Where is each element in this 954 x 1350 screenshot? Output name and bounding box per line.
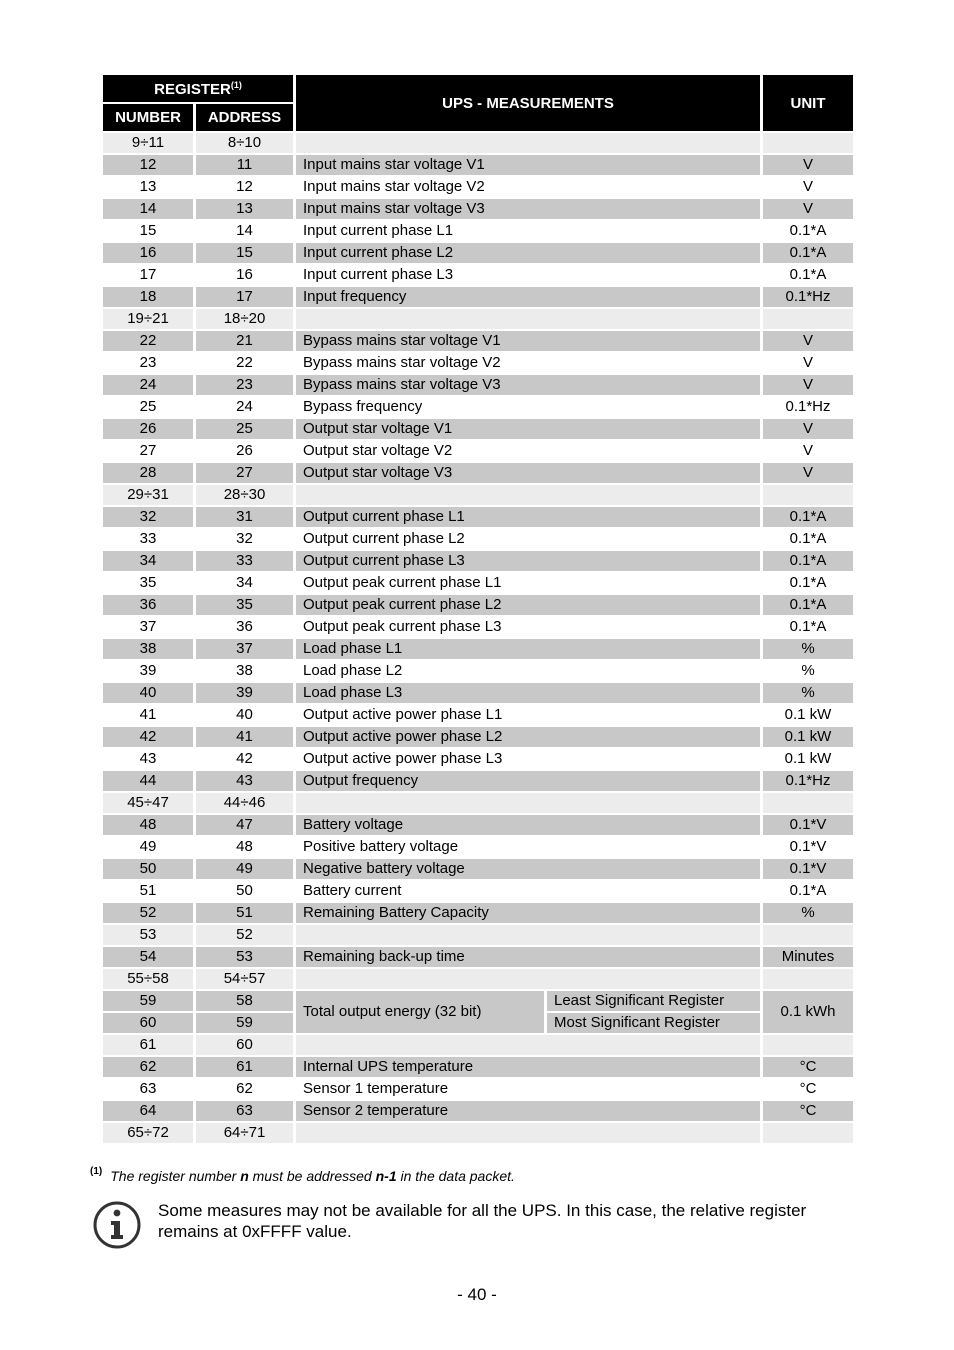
measurement-description: Load phase L2 bbox=[296, 661, 760, 681]
measurement-description: Bypass mains star voltage V2 bbox=[296, 353, 760, 373]
measurement-description: Output current phase L3 bbox=[296, 551, 760, 571]
measurement-unit: V bbox=[763, 441, 853, 461]
register-number: 12 bbox=[103, 155, 193, 175]
register-number: 29÷31 bbox=[103, 485, 193, 505]
register-number: 23 bbox=[103, 353, 193, 373]
table-row bbox=[103, 859, 853, 879]
measurement-description: Load phase L3 bbox=[296, 683, 760, 703]
table-row bbox=[103, 529, 853, 549]
measurement-description bbox=[296, 925, 760, 945]
measurement-unit bbox=[763, 793, 853, 813]
measurement-description: Bypass frequency bbox=[296, 397, 760, 417]
measurement-unit: 0.1 kW bbox=[763, 727, 853, 747]
register-number: 50 bbox=[103, 859, 193, 879]
table-row bbox=[103, 243, 853, 263]
measurement-description: Output star voltage V2 bbox=[296, 441, 760, 461]
table-row bbox=[103, 221, 853, 241]
table-row bbox=[103, 683, 853, 703]
register-address: 38 bbox=[196, 661, 293, 681]
measurement-unit: 0.1 kW bbox=[763, 749, 853, 769]
footnote-ref: (1) bbox=[230, 79, 242, 90]
table-row bbox=[103, 573, 853, 593]
measurement-description: Negative battery voltage bbox=[296, 859, 760, 879]
register-number: 26 bbox=[103, 419, 193, 439]
info-note: Some measures may not be available for all the UPS. In this case, the relative register remains at 0xFFFF value. bbox=[158, 1201, 807, 1241]
register-address: 53 bbox=[196, 947, 293, 967]
register-address: 25 bbox=[196, 419, 293, 439]
measurement-unit: V bbox=[763, 463, 853, 483]
register-number: 41 bbox=[103, 705, 193, 725]
measurement-unit: 0.1*Hz bbox=[763, 397, 853, 417]
register-address: 8÷10 bbox=[196, 133, 293, 153]
measurement-description: Output star voltage V1 bbox=[296, 419, 760, 439]
register-number: 55÷58 bbox=[103, 969, 193, 989]
register-address: 31 bbox=[196, 507, 293, 527]
register-number: 22 bbox=[103, 331, 193, 351]
measurements-header: UPS - MEASUREMENTS bbox=[296, 75, 760, 131]
measurement-description: Battery current bbox=[296, 881, 760, 901]
table-row bbox=[103, 199, 853, 219]
measurement-unit: 0.1*A bbox=[763, 595, 853, 615]
unit-header: UNIT bbox=[763, 75, 853, 131]
register-address: 34 bbox=[196, 573, 293, 593]
measurement-unit: 0.1 kW bbox=[763, 705, 853, 725]
measurement-description bbox=[296, 309, 760, 329]
register-address: 41 bbox=[196, 727, 293, 747]
measurement-description: Input mains star voltage V2 bbox=[296, 177, 760, 197]
measurement-unit: 0.1*Hz bbox=[763, 287, 853, 307]
table-row bbox=[103, 441, 853, 461]
table-row bbox=[103, 925, 853, 945]
register-address: 26 bbox=[196, 441, 293, 461]
register-number: 38 bbox=[103, 639, 193, 659]
register-number: 24 bbox=[103, 375, 193, 395]
measurement-unit bbox=[763, 309, 853, 329]
measurement-unit: V bbox=[763, 353, 853, 373]
register-address: 54÷57 bbox=[196, 969, 293, 989]
measurement-description: Input current phase L3 bbox=[296, 265, 760, 285]
register-number: 60 bbox=[103, 1013, 193, 1033]
register-number: 36 bbox=[103, 595, 193, 615]
table-row bbox=[103, 969, 853, 989]
measurement-unit: 0.1*V bbox=[763, 815, 853, 835]
measurement-unit: 0.1*A bbox=[763, 265, 853, 285]
register-address: 63 bbox=[196, 1101, 293, 1121]
measurement-unit: 0.1*A bbox=[763, 243, 853, 263]
register-number: 48 bbox=[103, 815, 193, 835]
register-address: 58 bbox=[196, 991, 293, 1011]
page-number: - 40 - bbox=[457, 1285, 497, 1304]
table-row bbox=[103, 353, 853, 373]
measurement-unit: °C bbox=[763, 1057, 853, 1077]
measurement-unit: 0.1*A bbox=[763, 573, 853, 593]
register-number: 42 bbox=[103, 727, 193, 747]
table-row bbox=[103, 265, 853, 285]
table-row bbox=[103, 771, 853, 791]
register-number: 28 bbox=[103, 463, 193, 483]
measurement-unit: % bbox=[763, 683, 853, 703]
table-row bbox=[103, 947, 853, 967]
measurement-description bbox=[296, 1035, 760, 1055]
measurement-unit: 0.1*Hz bbox=[763, 771, 853, 791]
register-address: 50 bbox=[196, 881, 293, 901]
register-address: 42 bbox=[196, 749, 293, 769]
register-address: 61 bbox=[196, 1057, 293, 1077]
measurement-unit: °C bbox=[763, 1079, 853, 1099]
table-row bbox=[103, 595, 853, 615]
register-address: 39 bbox=[196, 683, 293, 703]
measurement-description: Output current phase L2 bbox=[296, 529, 760, 549]
measurement-unit bbox=[763, 969, 853, 989]
register-address: 23 bbox=[196, 375, 293, 395]
measurement-description: Positive battery voltage bbox=[296, 837, 760, 857]
table-row bbox=[103, 639, 853, 659]
measurement-unit: 0.1*V bbox=[763, 859, 853, 879]
register-number: 16 bbox=[103, 243, 193, 263]
register-address: 15 bbox=[196, 243, 293, 263]
measurement-unit: °C bbox=[763, 1101, 853, 1121]
measurement-description: Remaining back-up time bbox=[296, 947, 760, 967]
register-address: 36 bbox=[196, 617, 293, 637]
table-row bbox=[103, 397, 853, 417]
measurement-description: Input frequency bbox=[296, 287, 760, 307]
table-row bbox=[103, 507, 853, 527]
register-address: 49 bbox=[196, 859, 293, 879]
measurement-description: Remaining Battery Capacity bbox=[296, 903, 760, 923]
table-row bbox=[103, 551, 853, 571]
register-number: 51 bbox=[103, 881, 193, 901]
register-number: 62 bbox=[103, 1057, 193, 1077]
register-address: 60 bbox=[196, 1035, 293, 1055]
measurement-description: Sensor 1 temperature bbox=[296, 1079, 760, 1099]
table-row bbox=[103, 617, 853, 637]
measurement-description bbox=[296, 969, 760, 989]
measurement-description: Input mains star voltage V1 bbox=[296, 155, 760, 175]
table-row bbox=[103, 133, 853, 153]
table-row bbox=[103, 177, 853, 197]
register-number: 32 bbox=[103, 507, 193, 527]
table-row bbox=[103, 881, 853, 901]
measurement-unit: V bbox=[763, 419, 853, 439]
register-address: 14 bbox=[196, 221, 293, 241]
register-number: 14 bbox=[103, 199, 193, 219]
table-row bbox=[103, 1123, 853, 1143]
register-address: 51 bbox=[196, 903, 293, 923]
measurement-unit: 0.1*V bbox=[763, 837, 853, 857]
measurement-unit: V bbox=[763, 177, 853, 197]
table-row bbox=[103, 463, 853, 483]
measurement-description bbox=[296, 485, 760, 505]
register-number: 63 bbox=[103, 1079, 193, 1099]
measurement-description: Output active power phase L1 bbox=[296, 705, 760, 725]
measurement-description: Total output energy (32 bit) bbox=[296, 991, 544, 1033]
register-address: 28÷30 bbox=[196, 485, 293, 505]
register-number: 61 bbox=[103, 1035, 193, 1055]
measurement-description: Bypass mains star voltage V1 bbox=[296, 331, 760, 351]
table-row bbox=[103, 155, 853, 175]
register-number: 33 bbox=[103, 529, 193, 549]
measurement-unit: 0.1*A bbox=[763, 551, 853, 571]
table-row bbox=[103, 375, 853, 395]
info-icon bbox=[92, 1200, 142, 1250]
table-row bbox=[103, 903, 853, 923]
register-number: 13 bbox=[103, 177, 193, 197]
measurement-description: Output peak current phase L2 bbox=[296, 595, 760, 615]
register-address: 52 bbox=[196, 925, 293, 945]
measurement-unit: 0.1*A bbox=[763, 529, 853, 549]
register-number: 49 bbox=[103, 837, 193, 857]
measurement-unit: % bbox=[763, 903, 853, 923]
register-address: 37 bbox=[196, 639, 293, 659]
measurement-unit: 0.1*A bbox=[763, 507, 853, 527]
register-address: 18÷20 bbox=[196, 309, 293, 329]
register-table bbox=[100, 73, 856, 1145]
register-address: 44÷46 bbox=[196, 793, 293, 813]
measurement-description: Input mains star voltage V3 bbox=[296, 199, 760, 219]
register-number: 39 bbox=[103, 661, 193, 681]
measurement-unit bbox=[763, 1123, 853, 1143]
register-number: 25 bbox=[103, 397, 193, 417]
register-address: 16 bbox=[196, 265, 293, 285]
table-row bbox=[103, 1079, 853, 1099]
table-row bbox=[103, 727, 853, 747]
register-address: 62 bbox=[196, 1079, 293, 1099]
measurement-description: Output active power phase L2 bbox=[296, 727, 760, 747]
table-row bbox=[103, 309, 853, 329]
measurement-description bbox=[296, 133, 760, 153]
measurement-unit: % bbox=[763, 639, 853, 659]
sub-register-label: Least Significant Register bbox=[547, 991, 760, 1011]
register-address: 12 bbox=[196, 177, 293, 197]
table-row bbox=[103, 837, 853, 857]
register-address: 11 bbox=[196, 155, 293, 175]
address-header: ADDRESS bbox=[196, 104, 293, 131]
measurement-description: Input current phase L1 bbox=[296, 221, 760, 241]
measurement-description: Load phase L1 bbox=[296, 639, 760, 659]
measurement-unit bbox=[763, 1035, 853, 1055]
table-row bbox=[103, 419, 853, 439]
register-number: 27 bbox=[103, 441, 193, 461]
measurement-description: Input current phase L2 bbox=[296, 243, 760, 263]
register-number: 19÷21 bbox=[103, 309, 193, 329]
measurement-unit: 0.1 kWh bbox=[763, 991, 853, 1033]
register-number: 54 bbox=[103, 947, 193, 967]
table-row bbox=[103, 485, 853, 505]
register-address: 32 bbox=[196, 529, 293, 549]
measurement-unit: V bbox=[763, 155, 853, 175]
measurement-description: Output peak current phase L3 bbox=[296, 617, 760, 637]
measurement-description: Internal UPS temperature bbox=[296, 1057, 760, 1077]
measurement-unit: V bbox=[763, 199, 853, 219]
measurement-description: Battery voltage bbox=[296, 815, 760, 835]
number-header: NUMBER bbox=[103, 104, 193, 131]
measurement-description: Bypass mains star voltage V3 bbox=[296, 375, 760, 395]
register-address: 40 bbox=[196, 705, 293, 725]
register-address: 21 bbox=[196, 331, 293, 351]
measurement-unit bbox=[763, 925, 853, 945]
table-row bbox=[103, 331, 853, 351]
measurement-unit: V bbox=[763, 375, 853, 395]
register-number: 34 bbox=[103, 551, 193, 571]
measurement-description bbox=[296, 1123, 760, 1143]
measurement-description: Output peak current phase L1 bbox=[296, 573, 760, 593]
register-address: 27 bbox=[196, 463, 293, 483]
register-address: 59 bbox=[196, 1013, 293, 1033]
table-row bbox=[103, 661, 853, 681]
table-row bbox=[103, 1057, 853, 1077]
table-row bbox=[103, 1101, 853, 1121]
footnote-mark: (1) bbox=[90, 1166, 103, 1177]
register-header: REGISTER$^{(1)}$ bbox=[103, 75, 293, 102]
footnote: $^{(1)}$ The register number n must be addressed n-1 in the data packet. bbox=[90, 1166, 515, 1184]
register-number: 45÷47 bbox=[103, 793, 193, 813]
register-number: 65÷72 bbox=[103, 1123, 193, 1143]
measurement-unit: 0.1*A bbox=[763, 617, 853, 637]
register-number: 44 bbox=[103, 771, 193, 791]
sub-register-label: Most Significant Register bbox=[547, 1013, 760, 1033]
register-address: 22 bbox=[196, 353, 293, 373]
register-number: 9÷11 bbox=[103, 133, 193, 153]
register-number: 53 bbox=[103, 925, 193, 945]
measurement-unit: V bbox=[763, 331, 853, 351]
table-row bbox=[103, 815, 853, 835]
measurement-description: Sensor 2 temperature bbox=[296, 1101, 760, 1121]
measurement-description: Output current phase L1 bbox=[296, 507, 760, 527]
register-address: 47 bbox=[196, 815, 293, 835]
table-row bbox=[103, 749, 853, 769]
measurement-unit: 0.1*A bbox=[763, 221, 853, 241]
register-address: 24 bbox=[196, 397, 293, 417]
register-number: 18 bbox=[103, 287, 193, 307]
register-number: 64 bbox=[103, 1101, 193, 1121]
table-row bbox=[103, 793, 853, 813]
register-address: 64÷71 bbox=[196, 1123, 293, 1143]
register-number: 17 bbox=[103, 265, 193, 285]
table-row bbox=[103, 287, 853, 307]
table-row bbox=[103, 705, 853, 725]
measurement-description: Output star voltage V3 bbox=[296, 463, 760, 483]
register-number: 43 bbox=[103, 749, 193, 769]
register-number: 35 bbox=[103, 573, 193, 593]
register-address: 17 bbox=[196, 287, 293, 307]
register-number: 40 bbox=[103, 683, 193, 703]
measurement-description: Output active power phase L3 bbox=[296, 749, 760, 769]
measurement-unit: Minutes bbox=[763, 947, 853, 967]
register-address: 35 bbox=[196, 595, 293, 615]
measurement-unit: 0.1*A bbox=[763, 881, 853, 901]
register-number: 59 bbox=[103, 991, 193, 1011]
register-address: 13 bbox=[196, 199, 293, 219]
measurement-unit bbox=[763, 485, 853, 505]
register-number: 15 bbox=[103, 221, 193, 241]
measurement-description bbox=[296, 793, 760, 813]
table-row bbox=[103, 1035, 853, 1055]
measurement-description: Output frequency bbox=[296, 771, 760, 791]
register-address: 33 bbox=[196, 551, 293, 571]
register-number: 52 bbox=[103, 903, 193, 923]
measurement-unit bbox=[763, 133, 853, 153]
register-address: 48 bbox=[196, 837, 293, 857]
measurement-unit: % bbox=[763, 661, 853, 681]
table-row bbox=[103, 991, 853, 1011]
register-number: 37 bbox=[103, 617, 193, 637]
register-address: 43 bbox=[196, 771, 293, 791]
